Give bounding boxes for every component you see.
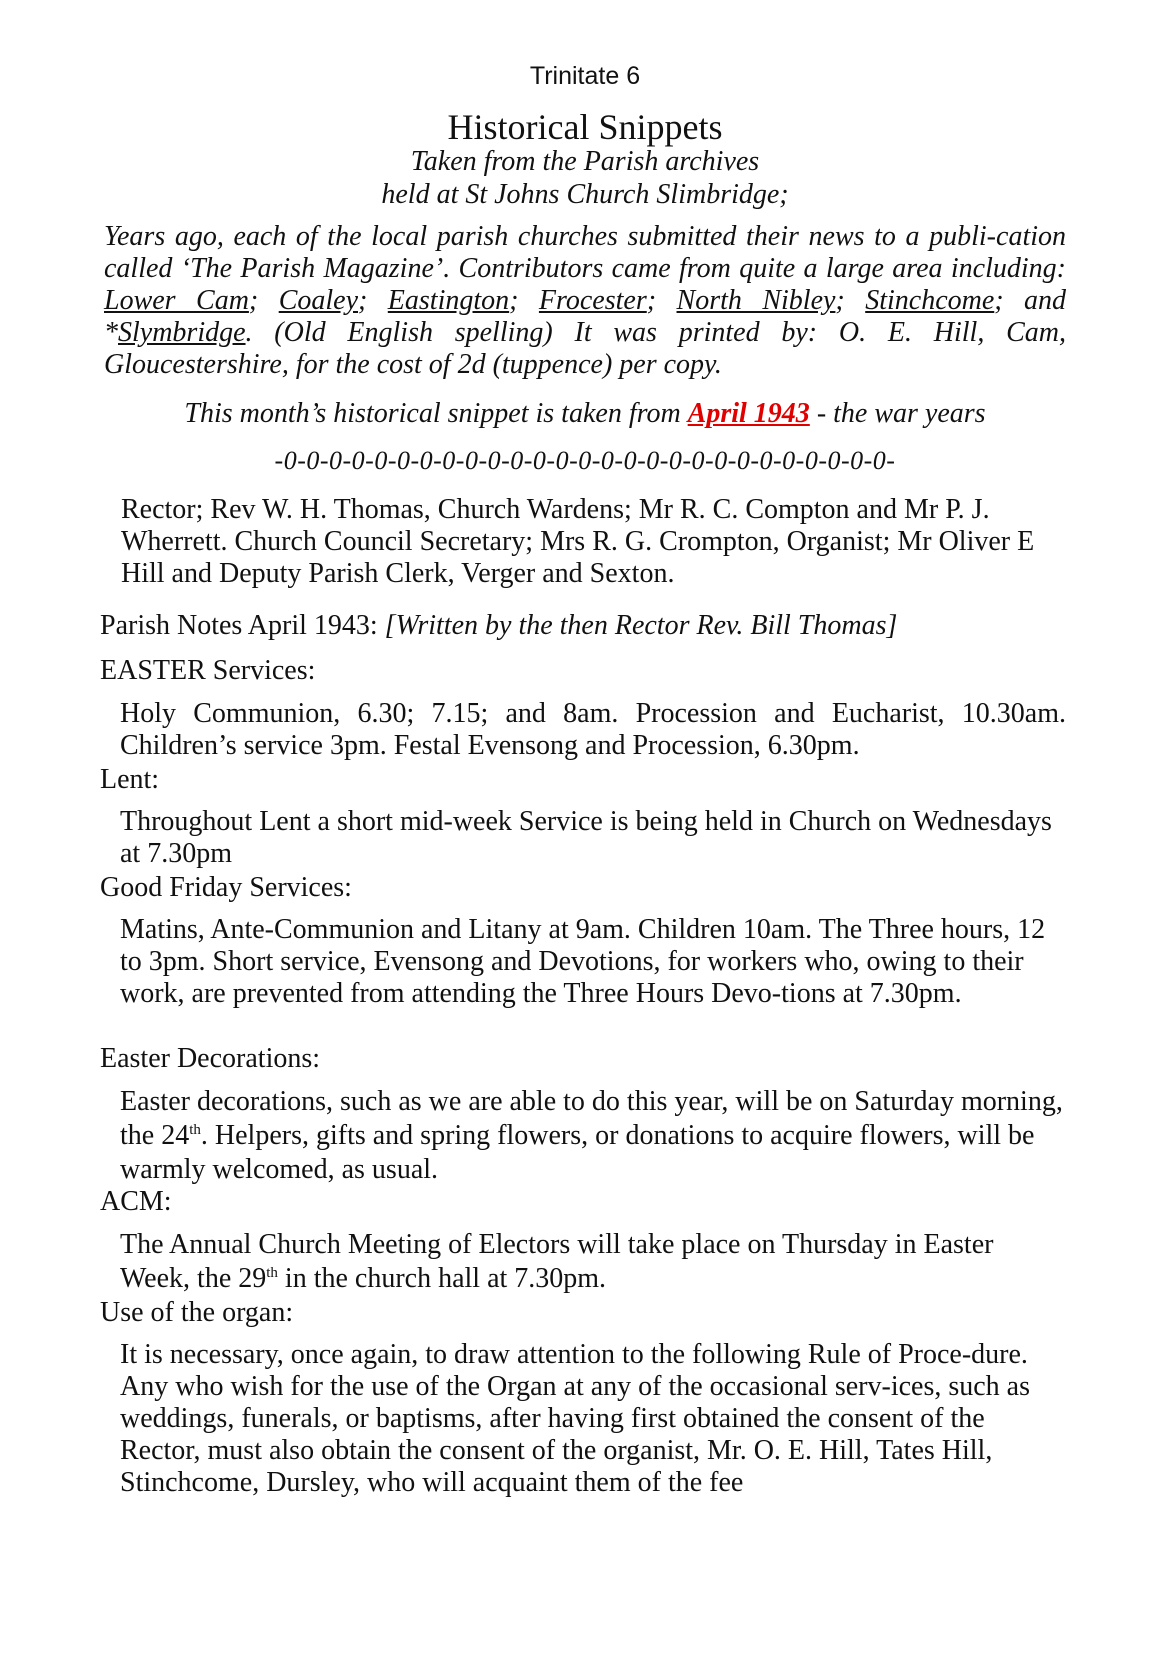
month-line-prefix: This month’s historical snippet is taken from (184, 398, 688, 429)
place-slymbridge: Slymbridge (118, 317, 246, 348)
place-frocester: Frocester (538, 285, 647, 316)
section-body-good-friday: Matins, Ante-Communion and Litany at 9am. Children 10am. The Three hours, 12 to 3pm. Short service, Evensong and Devotions, for workers who, owing to their work, are prevented from attending the Three Hours Devo-tions at 7.30pm. (120, 914, 1046, 1009)
page-header-label: Trinitate 6 (529, 62, 641, 90)
parish-notes-label: Parish Notes April 1943: (100, 610, 385, 641)
place-stinchcome: Stinchcome (865, 285, 995, 316)
section-heading-easter-decorations: Easter Decorations: (100, 1043, 321, 1074)
page-title: Historical Snippets (447, 107, 723, 147)
separator: -0-0-0-0-0-0-0-0-0-0-0-0-0-0-0-0-0-0-0-0-0-0-0-0-0-0-0- (274, 446, 896, 475)
intro-paragraph: Years ago, each of the local parish churches submitted their news to a publi-cation called ‘The Parish Magazine’. Contributors came from quite a large area including: Lower Cam; Coaley; Eastington; Frocester; North Nibley; Stinchcome; and *Slymbridge. (Old English spelling) It was printed by: O. E. Hill, Cam, Gloucestershire, for the cost of 2d (tuppence) per copy. (104, 221, 1067, 380)
section-body-lent: Throughout Lent a short mid-week Service is being held in Church on Wednesdays at 7.30pm (120, 806, 1052, 869)
month-highlight: April 1943 (687, 398, 810, 429)
place-coaley: Coaley (278, 285, 359, 316)
section-body-organ: It is necessary, once again, to draw attention to the following Rule of Proce-dure. Any who wish for the use of the Organ at any of the occasional serv-ices, such as weddings, funerals, or baptisms, after having first obtained the consent of the Rector, must also obtain the consent of the organist, Mr. O. E. Hill, Tates Hill, Stinchcome, Dursley, who will acquaint them of the fee (120, 1339, 1030, 1498)
subtitle-line-2: held at St Johns Church Slimbridge; (381, 179, 789, 210)
intro-and: ; and * (104, 285, 1067, 348)
section-heading-lent: Lent: (100, 764, 160, 795)
intro-text: Years ago, each of the local parish churches submitted their news to a publi-cation called ‘The Parish Magazine’. Contributors came from quite a large area including: (104, 221, 1066, 284)
month-line (0, 398, 1170, 430)
section-body-easter-services: Holy Communion, 6.30; 7.15; and 8am. Procession and Eucharist, 10.30am. Children’s service 3pm. Festal Evensong and Procession, 6.30pm. (120, 698, 1066, 761)
section-heading-good-friday: Good Friday Services: (100, 872, 352, 903)
parish-notes-line (100, 610, 1080, 642)
section-body-acm: The Annual Church Meeting of Electors will take place on Thursday in Easter Week, the 29th in the church hall at 7.30pm. (120, 1229, 994, 1294)
place-lower-cam: Lower Cam (104, 285, 249, 316)
place-north-nibley: North Nibley (676, 285, 836, 316)
section-body-easter-decorations: Easter decorations, such as we are able to do this year, will be on Saturday morning, the 24th. Helpers, gifts and spring flowers, or donations to acquire flowers, will be warmly welcomed, as usual. (120, 1086, 1063, 1185)
section-heading-organ: Use of the organ: (100, 1297, 294, 1328)
intro-text-end: . (Old English spelling) It was printed by: O. E. Hill, Cam, Gloucestershire, for the cost of 2d (tuppence) per copy. (104, 317, 1066, 380)
section-heading-easter-services: EASTER Services: (100, 655, 316, 686)
place-eastington: Eastington (387, 285, 510, 316)
section-heading-acm: ACM: (100, 1186, 172, 1217)
subtitle-line-1: Taken from the Parish archives (410, 146, 760, 177)
parish-notes-note: [Written by the then Rector Rev. Bill Thomas] (384, 610, 898, 641)
officers-paragraph: Rector; Rev W. H. Thomas, Church Wardens; Mr R. C. Compton and Mr P. J. Wherrett. Church Council Secretary; Mrs R. G. Crompton, Organist; Mr Oliver E Hill and Deputy Parish Clerk, Verger and Sexton. (121, 494, 1035, 589)
month-line-suffix: - the war years (809, 398, 986, 429)
